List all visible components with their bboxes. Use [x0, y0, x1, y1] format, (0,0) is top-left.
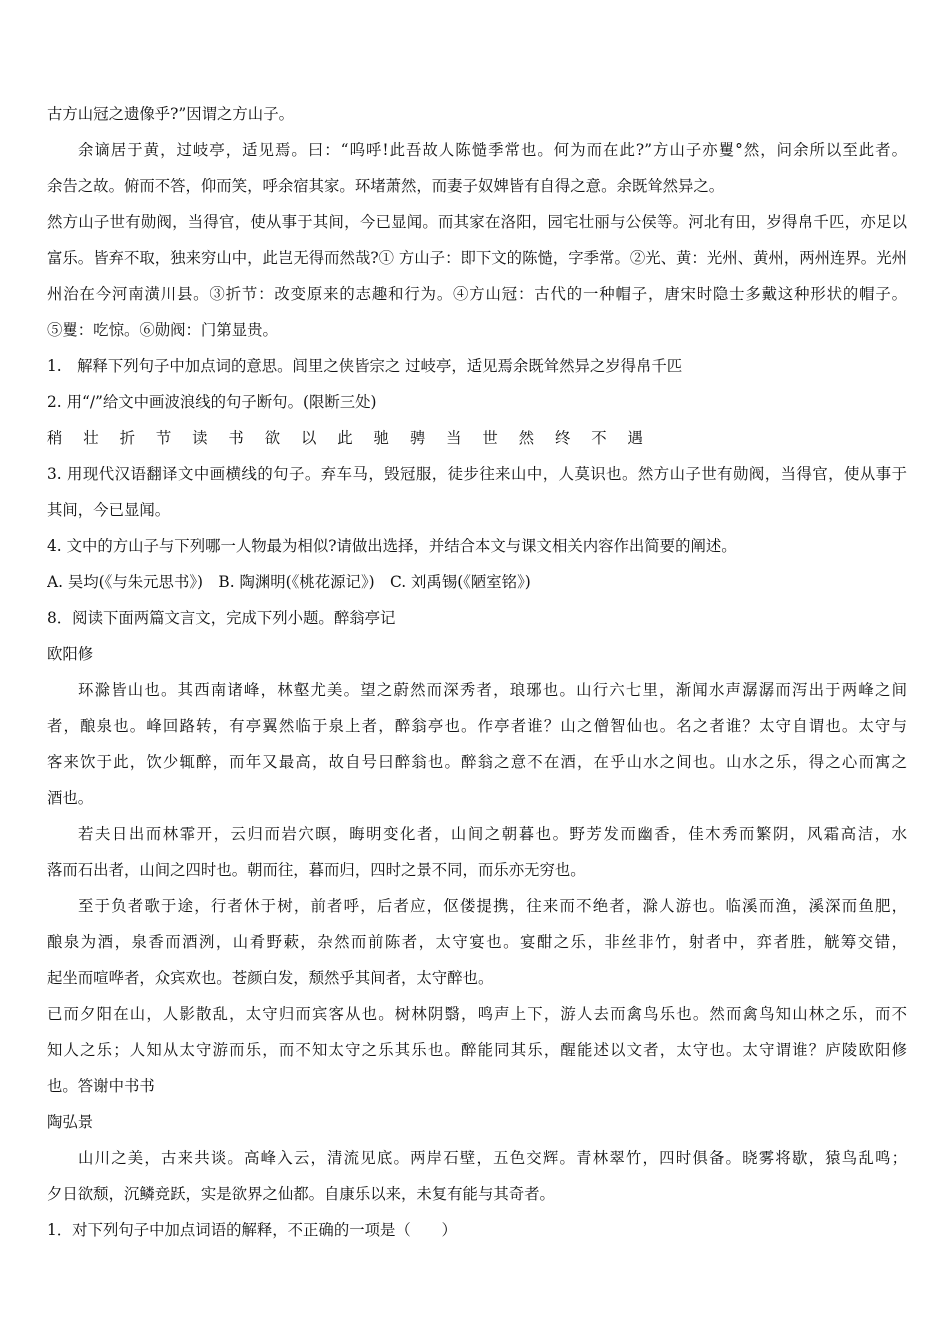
author-tao-hongjing: 陶弘景 — [47, 1113, 94, 1131]
document-page — [47, 96, 907, 1248]
question-4: 4. 文中的方山子与下列哪一人物最为相似?请做出选择，并结合本文与课文相关内容作出简要的阐述。 — [47, 537, 737, 555]
text-line: 余告之故。俯而不答，仰而笑，呼余宿其家。环堵萧然，而妻子奴婢皆有自得之意。余既耸然异之。 — [47, 177, 725, 195]
question-1: 1. 解释下列句子中加点词的意思。闾里之侠皆宗之 过岐亭，适见焉余既耸然异之岁得帛千匹 — [47, 357, 683, 375]
section-8-heading: 8．阅读下面两篇文言文，完成下列小题。醉翁亭记 — [47, 609, 396, 627]
text-line: 酿泉为酒，泉香而酒洌，山肴野蔌，杂然而前陈者，太守宴也。宴酣之乐，非丝非竹，射者中，弈者胜，觥筹交错， — [47, 933, 907, 951]
text-line: 夕日欲颓，沉鳞竞跃，实是欲界之仙都。自康乐以来，未复有能与其奇者。 — [47, 1185, 555, 1203]
text-line: ⑤矍：吃惊。⑥勋阀：门第显贵。 — [47, 321, 278, 339]
author-ouyang-xiu: 欧阳修 — [47, 645, 94, 663]
answer-options: A. 吴均(《与朱元思书》) B. 陶渊明(《桃花源记》) C. 刘禹锡(《陋室铭》) — [47, 573, 531, 591]
text-line: 州治在今河南潢川县。③折节：改变原来的志趣和行为。④方山冠：古代的一种帽子，唐宋时隐士多戴这种形状的帽子。 — [47, 285, 907, 303]
text-line: 古方山冠之遗像乎?”因谓之方山子。 — [47, 105, 294, 123]
text-line: 其间，今已显闻。 — [47, 501, 171, 519]
sub-question-1: 1．对下列句子中加点词语的解释，不正确的一项是（ ） — [47, 1221, 457, 1239]
text-line: 山川之美，古来共谈。高峰入云，清流见底。两岸石壁，五色交辉。青林翠竹，四时俱备。晓雾将歇，猿鸟乱鸣； — [78, 1149, 907, 1167]
question-3: 3. 用现代汉语翻译文中画横线的句子。弃车马，毁冠服，徒步往来山中，人莫识也。然方山子世有勋阀，当得官，使从事于 — [47, 465, 907, 483]
text-line: 也。答谢中书书 — [47, 1077, 155, 1095]
text-line: 若夫日出而林霏开，云归而岩穴暝，晦明变化者，山间之朝暮也。野芳发而幽香，佳木秀而繁阴，风霜高洁，水 — [78, 825, 907, 843]
text-line: 已而夕阳在山，人影散乱，太守归而宾客从也。树林阴翳，鸣声上下，游人去而禽鸟乐也。然而禽鸟知山林之乐，而不 — [47, 1005, 907, 1023]
text-line: 环滁皆山也。其西南诸峰，林壑尤美。望之蔚然而深秀者，琅琊也。山行六七里，渐闻水声潺潺而泻出于两峰之间 — [78, 681, 907, 699]
text-line: 至于负者歌于途，行者休于树，前者呼，后者应，伛偻提携，往来而不绝者，滁人游也。临溪而渔，溪深而鱼肥， — [78, 897, 907, 915]
text-line: 者，酿泉也。峰回路转，有亭翼然临于泉上者，醉翁亭也。作亭者谁？山之僧智仙也。名之者谁？太守自谓也。太守与 — [47, 717, 907, 735]
text-line: 余谪居于黄，过岐亭，适见焉。曰：“呜呼!此吾故人陈慥季常也。何为而在此?”方山子亦矍°然，问余所以至此者。 — [78, 141, 907, 159]
text-line: 知人之乐；人知从太守游而乐，而不知太守之乐其乐也。醉能同其乐，醒能述以文者，太守也。太守谓谁？庐陵欧阳修 — [47, 1041, 907, 1059]
text-line: 富乐。皆弃不取，独来穷山中，此岂无得而然哉?① 方山子：即下文的陈慥，字季常。②光、黄：光州、黄州，两州连界。光州 — [47, 249, 907, 267]
text-line: 酒也。 — [47, 789, 94, 807]
text-line: 落而石出者，山间之四时也。朝而往，暮而归，四时之景不同，而乐亦无穷也。 — [47, 861, 586, 879]
text-line: 然方山子世有勋阀，当得官，使从事于其间，今已显闻。而其家在洛阳，园宅壮丽与公侯等。河北有田，岁得帛千匹，亦足以 — [47, 213, 907, 231]
text-line: 客来饮于此，饮少辄醉，而年又最高，故自号曰醉翁也。醉翁之意不在酒，在乎山水之间也。山水之乐，得之心而寓之 — [47, 753, 907, 771]
question-2: 2. 用“/”给文中画波浪线的句子断句。(限断三处) — [47, 393, 377, 411]
text-line: 起坐而喧哗者，众宾欢也。苍颜白发，颓然乎其间者，太守醉也。 — [47, 969, 494, 987]
punctuation-sentence: 稍 壮 折 节 读 书 欲 以 此 驰 骋 当 世 然 终 不 遇 — [47, 429, 651, 447]
